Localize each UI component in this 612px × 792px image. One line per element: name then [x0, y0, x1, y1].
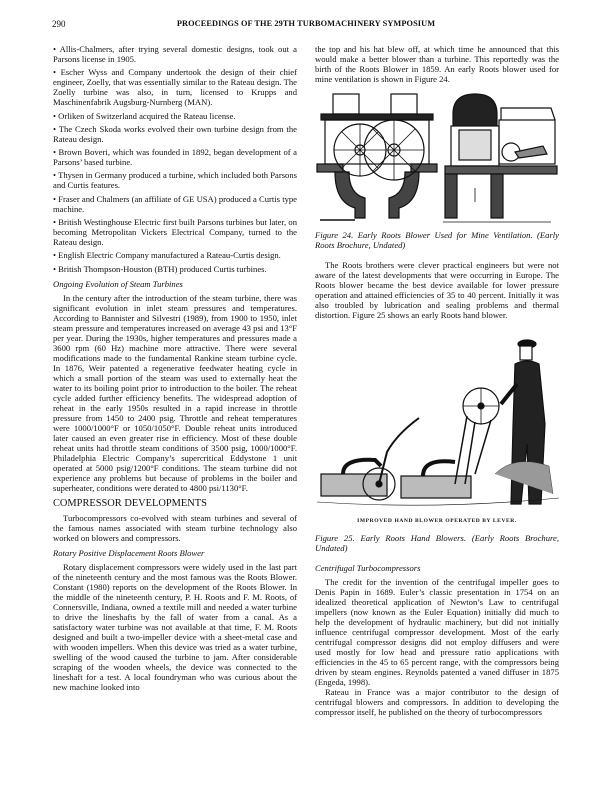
bullet-icon: •	[53, 123, 57, 134]
paragraph-centrifugal-2: Rateau in France was a major contributor to the design of centrifugal blowers and compressors. In addition to developing the compressor itself, he published on the theory of turbocompressors	[315, 687, 559, 717]
bullet-item	[53, 194, 297, 214]
bullet-icon: •	[53, 110, 57, 121]
figure-24-mine-blower-drawing	[315, 90, 559, 226]
bullet-item	[53, 264, 297, 274]
figure-25-caption: Figure 25. Early Roots Hand Blowers. (Early Roots Brochure, Undated)	[315, 533, 559, 553]
bullet-icon: •	[53, 263, 57, 274]
figure-24-caption: Figure 24. Early Roots Blower Used for Mine Ventilation. (Early Roots Brochure, Undated)	[315, 230, 559, 250]
section-heading-roots: Rotary Positive Displacement Roots Blower	[53, 547, 205, 558]
bullet-item	[53, 124, 297, 144]
figure-25-hand-blower-drawing	[315, 334, 559, 514]
bullet-list	[53, 44, 297, 274]
bullet-icon: •	[53, 170, 57, 181]
section-heading-compressor: COMPRESSOR DEVELOPMENTS	[53, 497, 207, 509]
paragraph-roots-brothers: The Roots brothers were clever practical engineers but were not aware of the latest developments that were occurring in Europe. The Roots blower became the best device available for lower pressure operation and attained efficiencies of 35 to 40 percent. Initially it was also troubled by lubrication and sealing problems and thermal distortion. Figure 25 shows an early Roots hand blower.	[315, 260, 559, 320]
bullet-icon: •	[53, 44, 57, 54]
paragraph-continued: the top and his hat blew off, at which time he announced that this would make a better blower than a turbine. This reportedly was the birth of the Roots Blower in 1859. An early Roots blower used for mine ventilation is shown in Figure 24.	[315, 44, 559, 84]
bullet-icon: •	[53, 217, 57, 228]
bullet-item	[53, 111, 297, 121]
bullet-icon: •	[53, 250, 57, 261]
bullet-text: British Westinghouse Electric first built Parsons turbines but later, on becoming Metropolitan Vickers Electrical Company, turned to the Rateau design.	[53, 217, 297, 248]
bullet-item	[53, 170, 297, 190]
bullet-text: Orliken of Switzerland acquired the Rateau license.	[58, 110, 236, 121]
bullet-icon: •	[53, 67, 57, 78]
bullet-item	[53, 147, 297, 167]
bullet-text: Escher Wyss and Company undertook the design of their chief engineer, Zoelly, that was essentially similar to the Rateau design. The Zoelly turbine was also, in turn, licensed to Krupps and Maschinenfabrik Augsburg-Nurnberg (MAN).	[53, 67, 297, 108]
bullet-icon: •	[53, 193, 57, 204]
section-heading-ongoing: Ongoing Evolution of Steam Turbines	[53, 278, 183, 289]
bullet-icon: •	[53, 147, 57, 158]
right-column	[315, 44, 559, 717]
page-number: 290	[52, 19, 66, 29]
bullet-text: Allis-Chalmers, after trying several domestic designs, took out a Parsons license in 1905.	[53, 44, 297, 64]
bullet-text: British Thompson-Houston (BTH) produced Curtis turbines.	[58, 263, 267, 274]
bullet-text: The Czech Skoda works evolved their own turbine design from the Rateau design.	[53, 123, 297, 144]
bullet-text: Fraser and Chalmers (an affiliate of GE USA) produced a Curtis type machine.	[53, 193, 297, 214]
bullet-item	[53, 250, 297, 260]
bullet-text: Thysen in Germany produced a turbine, which included both Parsons and Curtis features.	[53, 170, 297, 191]
figure-25-engraved-label: IMPROVED HAND BLOWER OPERATED BY LEVER.	[357, 518, 517, 524]
paragraph-roots: Rotary displacement compressors were widely used in the last part of the nineteenth century and the most famous was the Roots Blower. Constant (1980) reports on the development of the Roots Blower. In the middle of the nineteenth century, P. H. Roots and F. M. Roots, of Connersville, Indiana, owned a textile mill and needed a water turbine to drive the lineshafts by the fall of water from a canal. As a satisfactory water turbine was not available at that time, F. M. Roots designed and built a two-impeller device with a sheet-metal case and with wooden impellers. When this device was tried as a water turbine, swelling of the wood caused the turbine to jam. After considerable scraping of the wooden wheels, the device was connected to the lineshaft for a test. A local foundryman who was curious about the new machine looked into	[53, 561, 297, 692]
left-column	[53, 44, 297, 692]
bullet-item	[53, 217, 297, 247]
bullet-item	[53, 44, 297, 64]
paragraph-ongoing: In the century after the introduction of the steam turbine, there was significant evolution in inlet steam pressures and temperatures. According to Bannister and Silvestri (1989), from 1900 to 1950, inlet steam pressure and temperatures increased on average 43 psi and 13°F per year. During the 1930s, higher temperatures and pressures made a 3600 rpm (60 Hz) machine more attractive. There were several modifications made to the fundamental Rankine steam turbine cycle. In 1876, Weir patented a regenerative feedwater heating cycle in which a small portion of the steam was used to externally heat the water to its boiling point prior to introduction to the boiler. The reheat cycle added further efficiency benefits. The widespread adoption of reheat in the early 1950s resulted in a rapid increase in throttle pressure from 1450 to 2400 psig. Throttle and reheat temperatures were 1000/1000°F or 1050/1050°F. Double reheat units introduced later caused an even greater rise in efficiency. Most of these double reheat units had throttle steam conditions of 3500 psig, 1000/1000°F. Philadelphia Electric Company’s supercritical Eddystone 1 unit operated at 5000 psig/1200°F conditions. The steam turbine did not experience any problems but because of problems in the boiler and superheater, conditions were derated to 4800 psi/1130°F.	[53, 292, 297, 493]
bullet-text: English Electric Company manufactured a Rateau-Curtis design.	[58, 250, 281, 261]
bullet-item	[53, 67, 297, 107]
paragraph-centrifugal-1: The credit for the invention of the centrifugal impeller goes to Denis Papin in 1689. Euler’s classic presentation in 1754 on an idealized theoretical application of Newton’s Law to centrifugal impellers (now known as the Euler Equation) initially did much to help the development of hydraulic machinery, but did not initially influence centrifugal compressor development. Most of the early centrifugal compressor designs did not employ diffusers and were used mostly for low head and pressure ratio applications with efficiencies in the 45 to 65 percent range, with the compressors being driven by steam engines. Reynolds patented a vaned diffuser in 1875 (Engeda, 1998).	[315, 577, 559, 687]
bullet-text: Brown Boveri, which was founded in 1892, began development of a Parsons’ based turbine.	[53, 147, 297, 168]
section-heading-centrifugal: Centrifugal Turbocompressors	[315, 563, 421, 573]
paragraph-compressor: Turbocompressors co-evolved with steam turbines and several of the famous names associated with steam turbine technology also worked on blowers and compressors.	[53, 512, 297, 543]
running-header: PROCEEDINGS OF THE 29TH TURBOMACHINERY SYMPOSIUM	[176, 19, 436, 28]
